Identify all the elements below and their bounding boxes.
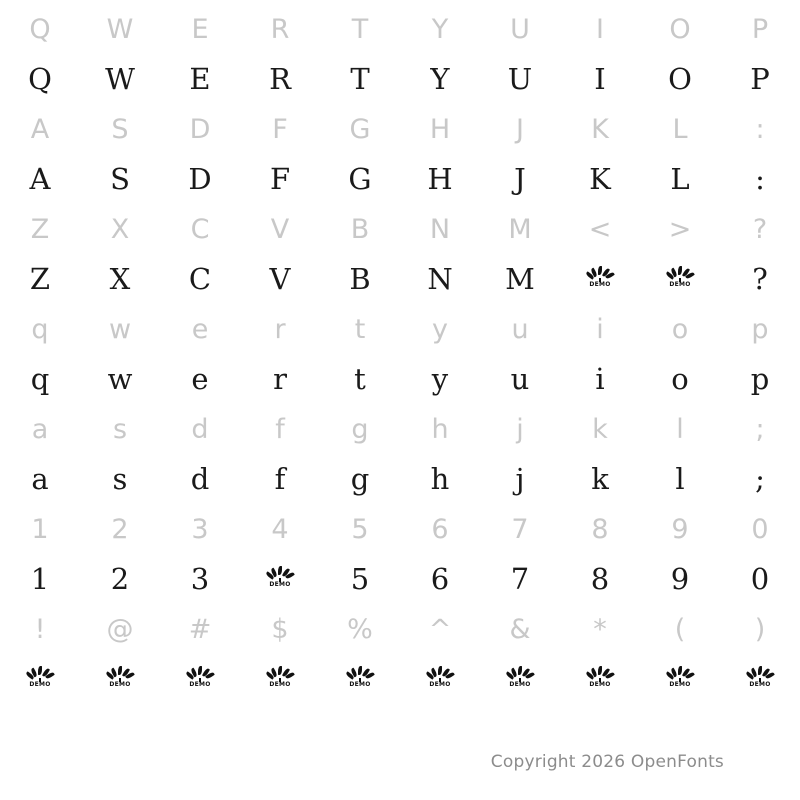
glyph-cell: X — [110, 213, 130, 245]
demo-ornament-icon — [345, 666, 375, 692]
demo-ornament-cell — [560, 654, 640, 704]
glyph-cell: E — [189, 61, 211, 96]
demo-label: DEMO — [349, 681, 371, 688]
glyph-cell: p — [750, 361, 770, 396]
glyph-cell: 1 — [31, 513, 49, 545]
demo-ornament-cell — [480, 654, 560, 704]
demo-ornament-cell — [160, 654, 240, 704]
glyph-cell: S — [111, 113, 129, 145]
demo-ornament-icon — [265, 566, 295, 592]
glyph-cell: j — [516, 413, 524, 445]
glyph-cell: O — [669, 13, 691, 45]
glyph-cell: F — [269, 161, 291, 196]
glyph-cell: % — [347, 613, 373, 645]
demo-ornament-icon — [585, 666, 615, 692]
glyph-cell: k — [592, 413, 608, 445]
glyph-cell: W — [106, 13, 134, 45]
glyph-cell: I — [594, 61, 606, 96]
glyph-cell: 0 — [751, 513, 769, 545]
glyph-cell: 4 — [271, 513, 289, 545]
glyph-cell: * — [593, 613, 607, 645]
glyph-cell: : — [755, 161, 765, 196]
demo-ornament-icon — [665, 666, 695, 692]
glyph-cell: 5 — [350, 561, 370, 596]
glyph-cell: 5 — [351, 513, 369, 545]
demo-label: DEMO — [29, 681, 51, 688]
demo-label: DEMO — [509, 681, 531, 688]
glyph-cell: H — [429, 113, 451, 145]
glyph-cell: V — [269, 261, 291, 296]
glyph-cell: e — [191, 313, 209, 345]
demo-ornament-cell — [640, 654, 720, 704]
demo-label: DEMO — [429, 681, 451, 688]
glyph-cell: O — [668, 61, 692, 96]
glyph-cell: Z — [30, 213, 50, 245]
glyph-cell: h — [430, 461, 450, 496]
glyph-cell: I — [596, 13, 604, 45]
glyph-cell: k — [591, 461, 609, 496]
glyph-cell: 6 — [431, 513, 449, 545]
glyph-cell: B — [350, 213, 370, 245]
demo-ornament-icon — [105, 666, 135, 692]
demo-ornament-cell — [80, 654, 160, 704]
demo-label: DEMO — [269, 581, 291, 588]
demo-ornament-cell — [400, 654, 480, 704]
glyph-cell: Y — [431, 13, 449, 45]
demo-ornament-cell — [640, 254, 720, 304]
glyph-cell: Z — [29, 261, 51, 296]
glyph-cell: 8 — [591, 513, 609, 545]
glyph-cell: X — [109, 261, 131, 296]
glyph-cell: H — [427, 161, 453, 196]
row-sample-lower-qwerty — [0, 354, 800, 404]
glyph-cell: & — [509, 613, 531, 645]
glyph-cell: P — [750, 61, 770, 96]
glyph-cell: U — [510, 13, 530, 45]
glyph-cell: Q — [28, 61, 52, 96]
glyph-cell: R — [269, 61, 291, 96]
demo-ornament-icon — [425, 666, 455, 692]
glyph-cell: # — [188, 613, 212, 645]
glyph-cell: t — [354, 313, 366, 345]
copyright-notice: Copyright 2026 OpenFonts — [490, 752, 724, 772]
glyph-cell: $ — [271, 613, 289, 645]
glyph-cell: d — [191, 413, 209, 445]
glyph-cell: o — [671, 313, 689, 345]
glyph-cell: t — [354, 361, 366, 396]
glyph-cell: U — [507, 61, 533, 96]
demo-label: DEMO — [589, 681, 611, 688]
glyph-cell: R — [270, 13, 290, 45]
glyph-cell: Y — [430, 61, 450, 96]
glyph-cell: r — [274, 313, 286, 345]
demo-ornament-icon — [505, 666, 535, 692]
glyph-cell: d — [190, 461, 210, 496]
glyph-cell: 0 — [750, 561, 770, 596]
glyph-cell: w — [108, 313, 132, 345]
glyph-cell: V — [270, 213, 290, 245]
demo-ornament-icon — [185, 666, 215, 692]
glyph-cell: f — [275, 413, 285, 445]
glyph-cell: ) — [754, 613, 766, 645]
demo-ornament-cell — [320, 654, 400, 704]
glyph-cell: > — [668, 213, 692, 245]
glyph-cell: q — [30, 361, 50, 396]
glyph-cell: L — [672, 113, 688, 145]
row-reference-digits — [0, 504, 800, 554]
glyph-cell: u — [511, 313, 529, 345]
glyph-cell: J — [516, 113, 524, 145]
glyph-cell: 3 — [191, 513, 209, 545]
demo-ornament-cell — [560, 254, 640, 304]
glyph-cell: 6 — [430, 561, 450, 596]
row-sample-upper-qwerty — [0, 54, 800, 104]
row-reference-lower-asdf — [0, 404, 800, 454]
glyph-cell: P — [751, 13, 769, 45]
glyph-cell: ( — [674, 613, 686, 645]
glyph-cell: i — [595, 361, 605, 396]
glyph-cell: B — [349, 261, 371, 296]
row-sample-lower-asdf — [0, 454, 800, 504]
row-sample-digits — [0, 554, 800, 604]
glyph-cell: 1 — [30, 561, 50, 596]
demo-ornament-cell — [240, 654, 320, 704]
glyph-cell: @ — [106, 613, 134, 645]
demo-ornament-icon — [665, 266, 695, 292]
glyph-cell: 9 — [670, 561, 690, 596]
glyph-cell: 8 — [590, 561, 610, 596]
demo-label: DEMO — [269, 681, 291, 688]
glyph-cell: a — [31, 413, 49, 445]
glyph-cell: y — [431, 361, 449, 396]
row-sample-upper-asdf — [0, 154, 800, 204]
glyph-cell: r — [273, 361, 287, 396]
glyph-cell: q — [31, 313, 49, 345]
glyph-cell: i — [596, 313, 604, 345]
row-sample-symbols — [0, 654, 800, 704]
row-reference-symbols — [0, 604, 800, 654]
glyph-cell: u — [510, 361, 530, 396]
glyph-cell: j — [515, 461, 525, 496]
glyph-cell: M — [505, 261, 535, 296]
row-reference-upper-qwerty — [0, 4, 800, 54]
glyph-cell: M — [508, 213, 532, 245]
glyph-cell: S — [110, 161, 130, 196]
glyph-cell: ^ — [428, 613, 452, 645]
glyph-cell: 7 — [510, 561, 530, 596]
glyph-cell: 7 — [511, 513, 529, 545]
glyph-cell: a — [31, 461, 49, 496]
glyph-cell: D — [189, 113, 211, 145]
glyph-cell: < — [588, 213, 612, 245]
glyph-cell: F — [272, 113, 288, 145]
row-reference-upper-zxcv — [0, 204, 800, 254]
glyph-cell: Q — [29, 13, 51, 45]
glyph-cell: ; — [755, 413, 765, 445]
glyph-cell: h — [431, 413, 449, 445]
demo-label: DEMO — [749, 681, 771, 688]
glyph-cell: l — [676, 413, 684, 445]
glyph-cell: 2 — [111, 513, 129, 545]
demo-ornament-icon — [265, 666, 295, 692]
glyph-cell: T — [351, 13, 369, 45]
demo-label: DEMO — [109, 681, 131, 688]
glyph-cell: E — [191, 13, 209, 45]
glyph-cell: 3 — [190, 561, 210, 596]
glyph-cell: K — [589, 161, 611, 196]
demo-label: DEMO — [669, 281, 691, 288]
glyph-cell: : — [755, 113, 765, 145]
demo-ornament-cell — [0, 654, 80, 704]
glyph-cell: W — [105, 61, 135, 96]
glyph-cell: G — [348, 161, 372, 196]
demo-label: DEMO — [189, 681, 211, 688]
glyph-cell: L — [670, 161, 690, 196]
glyph-cell: g — [351, 413, 369, 445]
demo-ornament-icon — [585, 266, 615, 292]
glyph-cell: G — [349, 113, 371, 145]
glyph-cell: s — [112, 461, 128, 496]
glyph-cell: p — [751, 313, 769, 345]
glyph-cell: N — [427, 261, 453, 296]
demo-label: DEMO — [589, 281, 611, 288]
glyph-cell: J — [514, 161, 526, 196]
glyph-cell: s — [112, 413, 128, 445]
demo-ornament-icon — [745, 666, 775, 692]
row-sample-upper-zxcv — [0, 254, 800, 304]
row-reference-upper-asdf — [0, 104, 800, 154]
glyph-cell: o — [671, 361, 689, 396]
glyph-cell: f — [274, 461, 286, 496]
glyph-cell: C — [188, 261, 212, 296]
demo-label: DEMO — [669, 681, 691, 688]
glyph-cell: A — [30, 113, 50, 145]
glyph-cell: y — [432, 313, 448, 345]
glyph-cell: ! — [34, 613, 46, 645]
glyph-cell: 9 — [671, 513, 689, 545]
glyph-cell: 2 — [110, 561, 130, 596]
glyph-cell: l — [675, 461, 685, 496]
glyph-cell: D — [188, 161, 212, 196]
glyph-cell: N — [429, 213, 451, 245]
glyph-cell: w — [107, 361, 133, 396]
glyph-cell: e — [191, 361, 209, 396]
glyph-cell: C — [190, 213, 210, 245]
glyph-cell: g — [350, 461, 370, 496]
glyph-cell: A — [29, 161, 51, 196]
glyph-cell: K — [591, 113, 609, 145]
glyph-cell: ? — [752, 213, 768, 245]
glyph-cell: ; — [755, 461, 765, 496]
row-reference-lower-qwerty — [0, 304, 800, 354]
glyph-cell: T — [350, 61, 370, 96]
demo-ornament-icon — [25, 666, 55, 692]
demo-ornament-cell — [720, 654, 800, 704]
demo-ornament-cell — [240, 554, 320, 604]
glyph-cell: ? — [752, 261, 768, 296]
